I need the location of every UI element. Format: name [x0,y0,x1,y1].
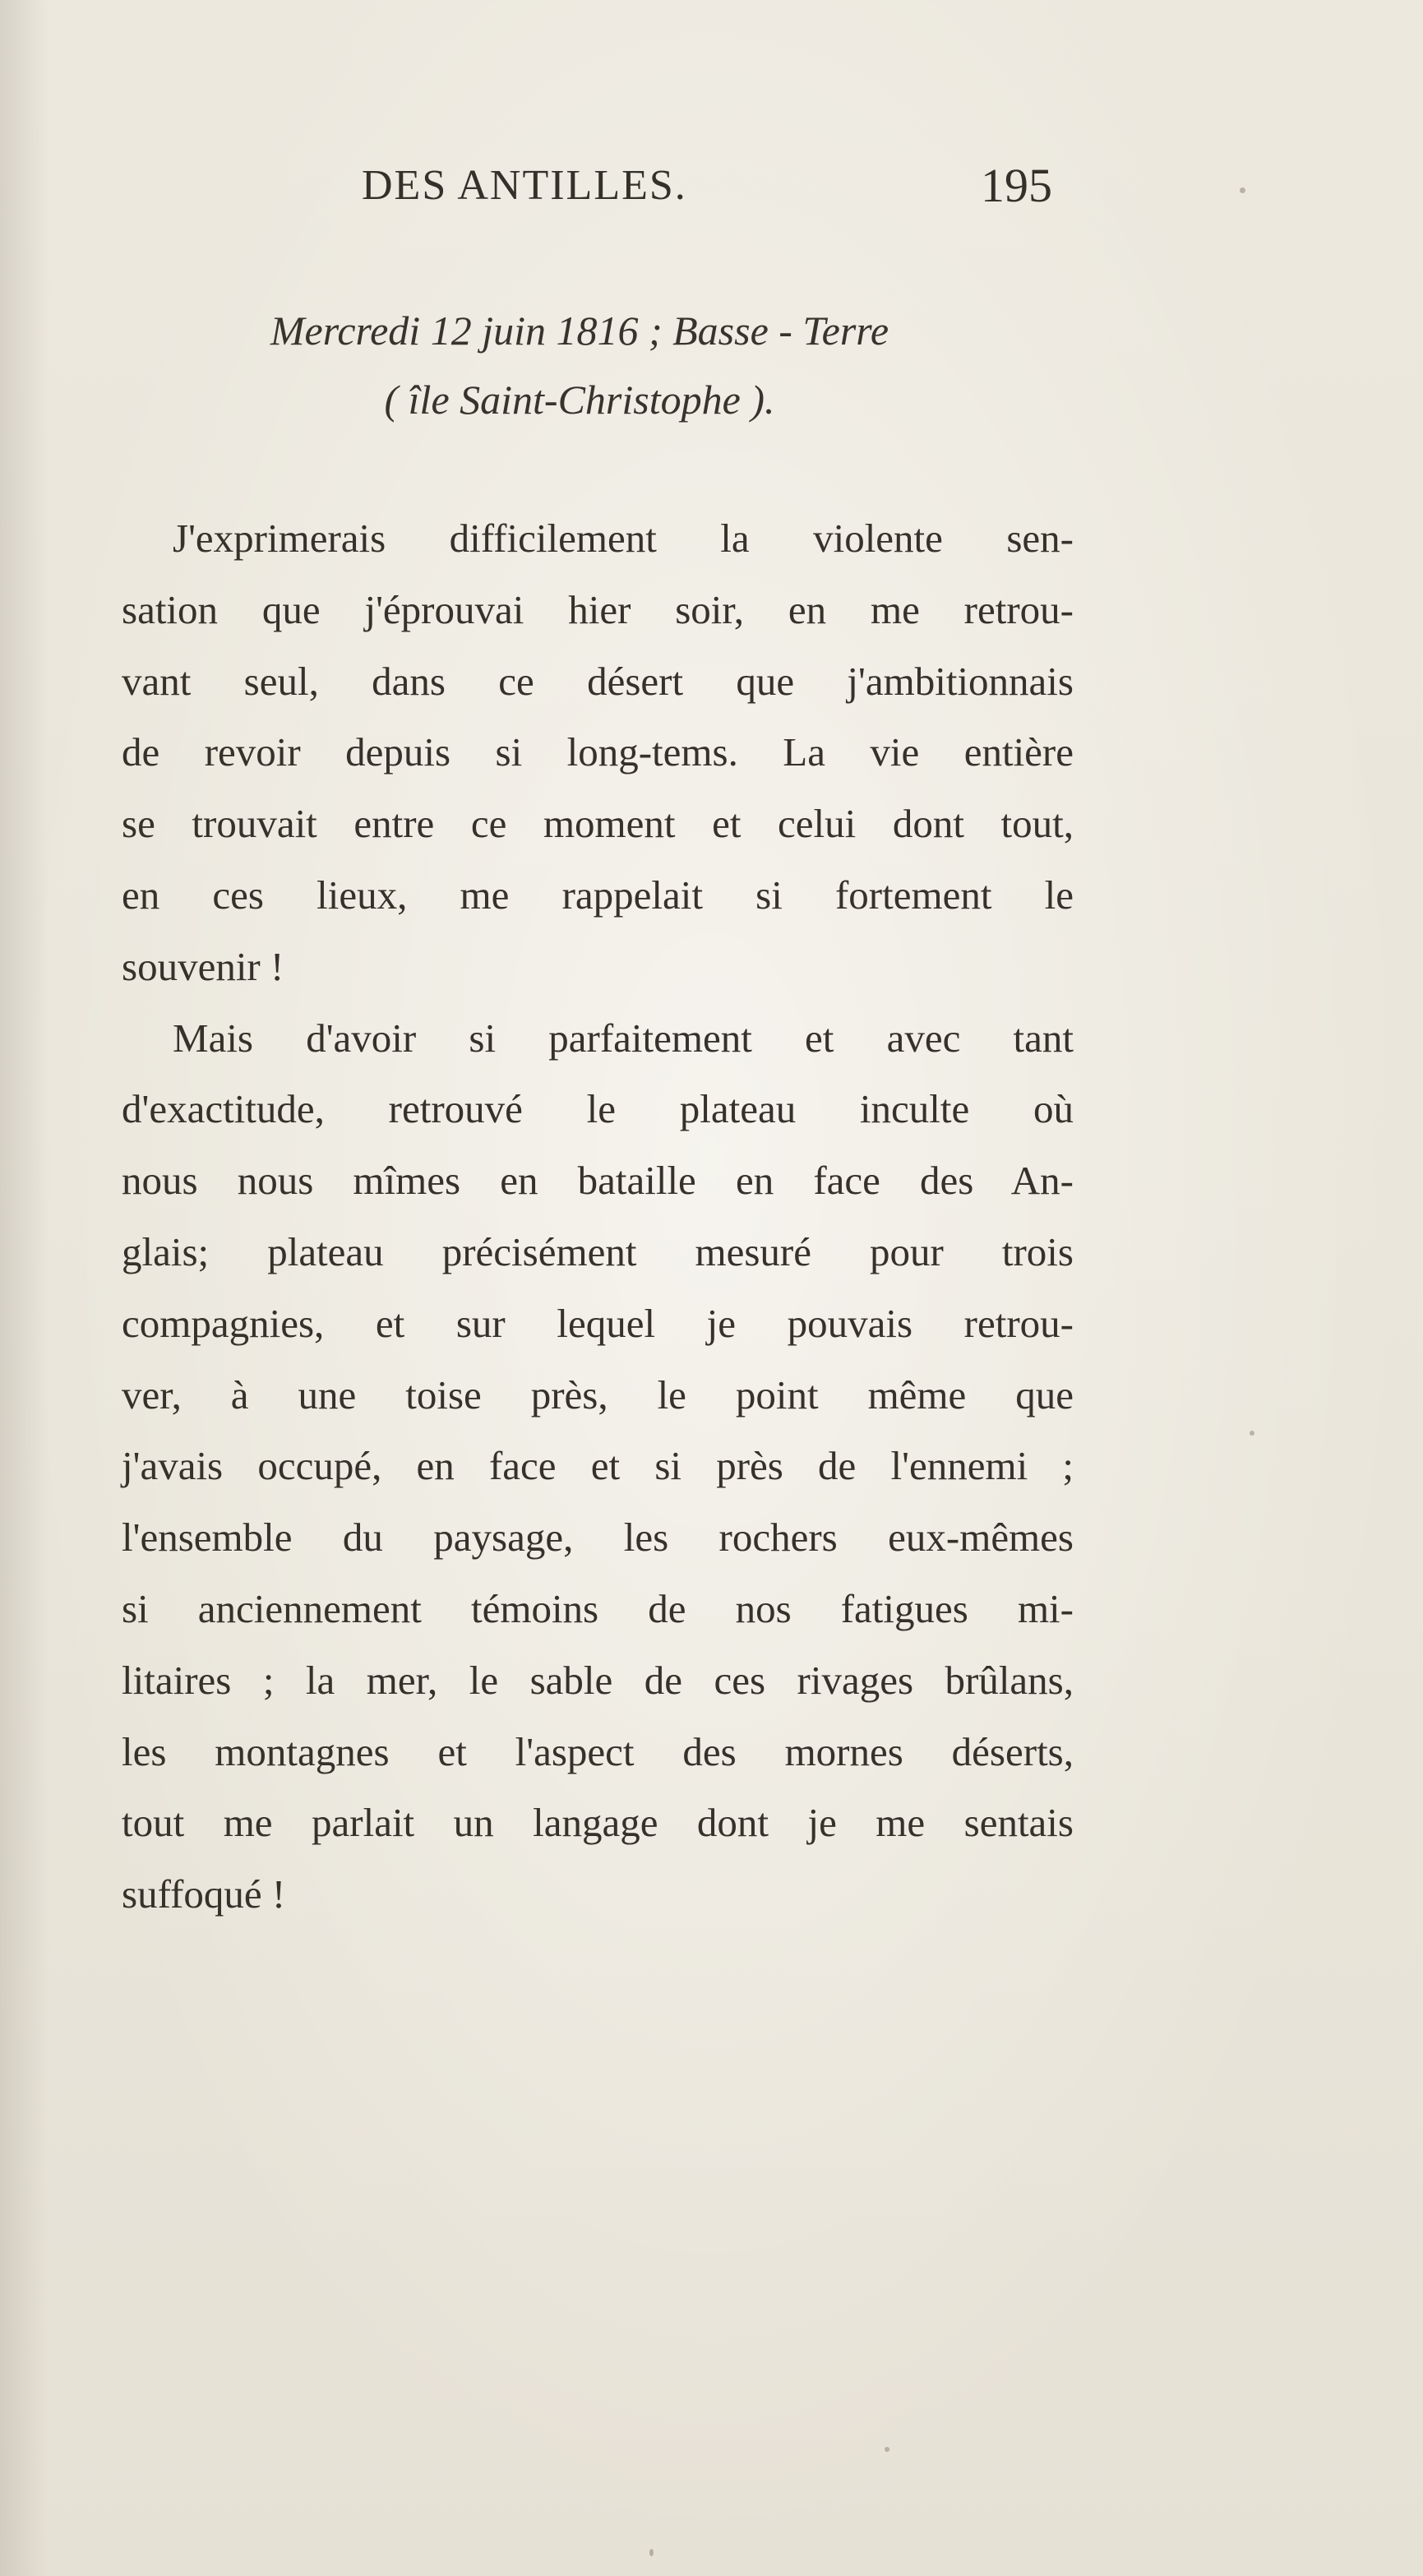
text-line: J'exprimerais difficilement la violente sen- [173,516,1074,561]
body-text [122,503,1074,1931]
text-line: compagnies, et sur lequel je pouvais retrou- [122,1300,1074,1346]
dateline [123,296,1036,434]
text-line: glais; plateau précisément mesuré pour trois [122,1228,1074,1274]
text-line: Mais d'avoir si parfaitement et avec tant [173,1015,1074,1061]
paragraph [122,1003,1074,1931]
text-line: d'exactitude, retrouvé le plateau inculte où [122,1086,1074,1132]
text-line: les montagnes et l'aspect des mornes déserts, [122,1728,1074,1774]
page-number: 195 [981,159,1052,212]
text-line: vant seul, dans ce désert que j'ambitionnais [122,658,1074,704]
text-line: en ces lieux, me rappelait si fortement le [122,872,1074,918]
dateline-line: Mercredi 12 juin 1816 ; Basse - Terre [270,308,889,354]
text-line: tout me parlait un langage dont je me sentais [122,1800,1074,1846]
paper-speck [649,2549,654,2556]
paper-speck [1250,1431,1254,1436]
running-head [362,161,1069,219]
text-line: ver, à une toise près, le point même que [122,1371,1074,1417]
text-line: si anciennement témoins de nos fatigues mi- [122,1585,1074,1631]
dateline-line: ( île Saint-Christophe ). [384,377,775,423]
text-line: de revoir depuis si long-tems. La vie entière [122,729,1074,775]
paper-speck [885,2447,889,2452]
text-line: suffoqué ! [122,1871,286,1917]
text-line: nous nous mîmes en bataille en face des An- [122,1158,1074,1204]
text-line: l'ensemble du paysage, les rochers eux-mêmes [122,1515,1074,1561]
gutter-shadow [0,0,49,2576]
text-line: j'avais occupé, en face et si près de l'ennemi ; [122,1443,1074,1489]
text-line: sation que j'éprouvai hier soir, en me retrou- [122,586,1074,632]
paragraph [122,503,1074,1003]
text-line: litaires ; la mer, le sable de ces rivages brûlans, [122,1657,1074,1703]
text-line: se trouvait entre ce moment et celui dont tout, [122,801,1074,847]
paper-speck [1240,187,1245,193]
running-title: DES ANTILLES. [362,162,687,209]
text-line: souvenir ! [122,943,284,989]
